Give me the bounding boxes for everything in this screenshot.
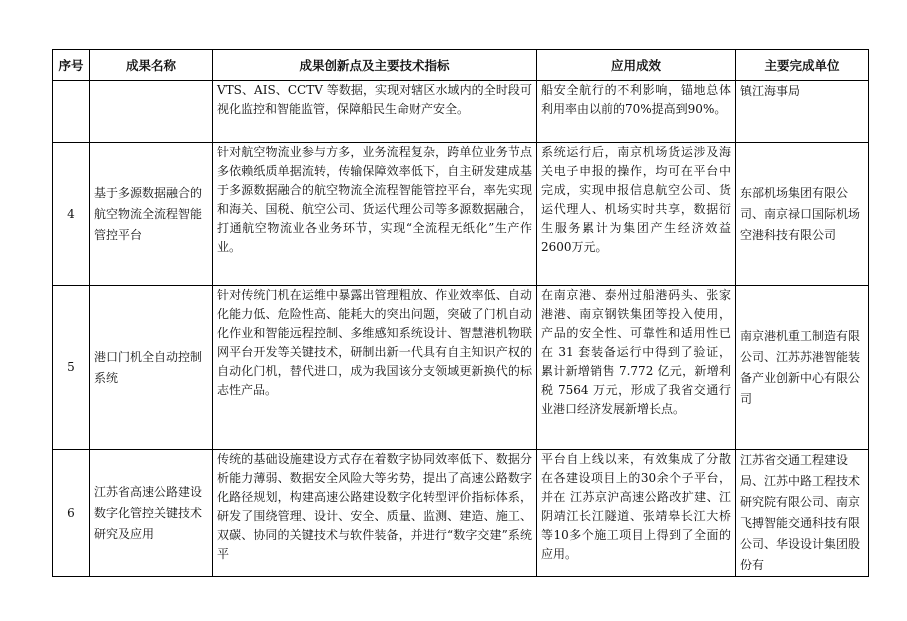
effect-text: 系统运行后，南京机场货运涉及海关电子申报的操作，均可在平台中完成，实现申报信息航空公司、货运代理人、机场实时共享，数据衍生服务累计为集团产生经济效益2600万元。 (537, 143, 736, 286)
header-effect: 应用成效 (537, 50, 736, 81)
effect-text: 在南京港、泰州过船港码头、张家港港、南京钢铁集团等投入使用，产品的安全性、可靠性和适用性已在 31 套装备运行中得到了验证，累计新增销售 7.772 亿元，新增利税 7564 万元，形成了我省交通行业港口经济发展新增长点。 (537, 286, 736, 450)
achievement-name (90, 81, 213, 143)
header-row (53, 50, 869, 81)
effect-text: 船安全航行的不利影响，锚地总体利用率由以前的70%提高到90%。 (537, 81, 736, 143)
achievement-name: 港口门机全自动控制系统 (90, 286, 213, 450)
innovation-text: 针对传统门机在运维中暴露出管理粗放、作业效率低、自动化能力低、危险性高、能耗大的突出问题，突破了门机自动化作业和智能远程控制、多维感知系统设计、智慧港机物联网平台开发等关键技术，研制出新一代具有自主知识产权的自动化门机，替代进口，成为我国该分支领域更新换代的标志性产品。 (213, 286, 537, 450)
unit-text: 南京港机重工制造有限公司、江苏苏港智能装备产业创新中心有限公司 (736, 286, 869, 450)
innovation-text: 传统的基础设施建设方式存在着数字协同效率低下、数据分析能力薄弱、数据安全风险大等劣势，提出了高速公路数字化路径规划，构建高速公路建设数字化转型评价指标体系，研发了围绕管理、设计、安全、质量、监测、建造、施工、双碳、协同的关键技术与软件装备，并进行“数字交建”系统平 (213, 450, 537, 577)
header-seq: 序号 (53, 50, 90, 81)
unit-text: 东部机场集团有限公司、南京禄口国际机场空港科技有限公司 (736, 143, 869, 286)
table-row (53, 450, 869, 577)
innovation-text: VTS、AIS、CCTV 等数据，实现对辖区水域内的全时段可视化监控和智能监管，保障船民生命财产安全。 (213, 81, 537, 143)
row-number: 4 (53, 143, 90, 286)
unit-text: 江苏省交通工程建设局、江苏中路工程技术研究院有限公司、南京飞搏智能交通科技有限公司、华设设计集团股份有 (736, 450, 869, 577)
achievement-name: 基于多源数据融合的航空物流全流程智能管控平台 (90, 143, 213, 286)
header-innovation: 成果创新点及主要技术指标 (213, 50, 537, 81)
achievement-name: 江苏省高速公路建设数字化管控关键技术研究及应用 (90, 450, 213, 577)
table-row (53, 143, 869, 286)
header-unit: 主要完成单位 (736, 50, 869, 81)
innovation-text: 针对航空物流业参与方多，业务流程复杂，跨单位业务节点多依赖纸质单据流转，传输保障效率低下，自主研发建成基于多源数据融合的航空物流全流程智能管控平台，率先实现和海关、国税、航空公司、货运代理公司等多源数据融合，打通航空物流业各业务环节，实现“全流程无纸化”生产作业。 (213, 143, 537, 286)
header-name: 成果名称 (90, 50, 213, 81)
results-table (52, 49, 869, 577)
effect-text: 平台自上线以来，有效集成了分散在各建设项目上的30余个子平台，并在 江苏京沪高速公路改扩建、江阴靖江长江隧道、张靖皋长江大桥等10多个施工项目上得到了全面的应用。 (537, 450, 736, 577)
row-number: 5 (53, 286, 90, 450)
row-number (53, 81, 90, 143)
unit-text: 镇江海事局 (736, 81, 869, 143)
row-number: 6 (53, 450, 90, 577)
table-row (53, 81, 869, 143)
table-row (53, 286, 869, 450)
